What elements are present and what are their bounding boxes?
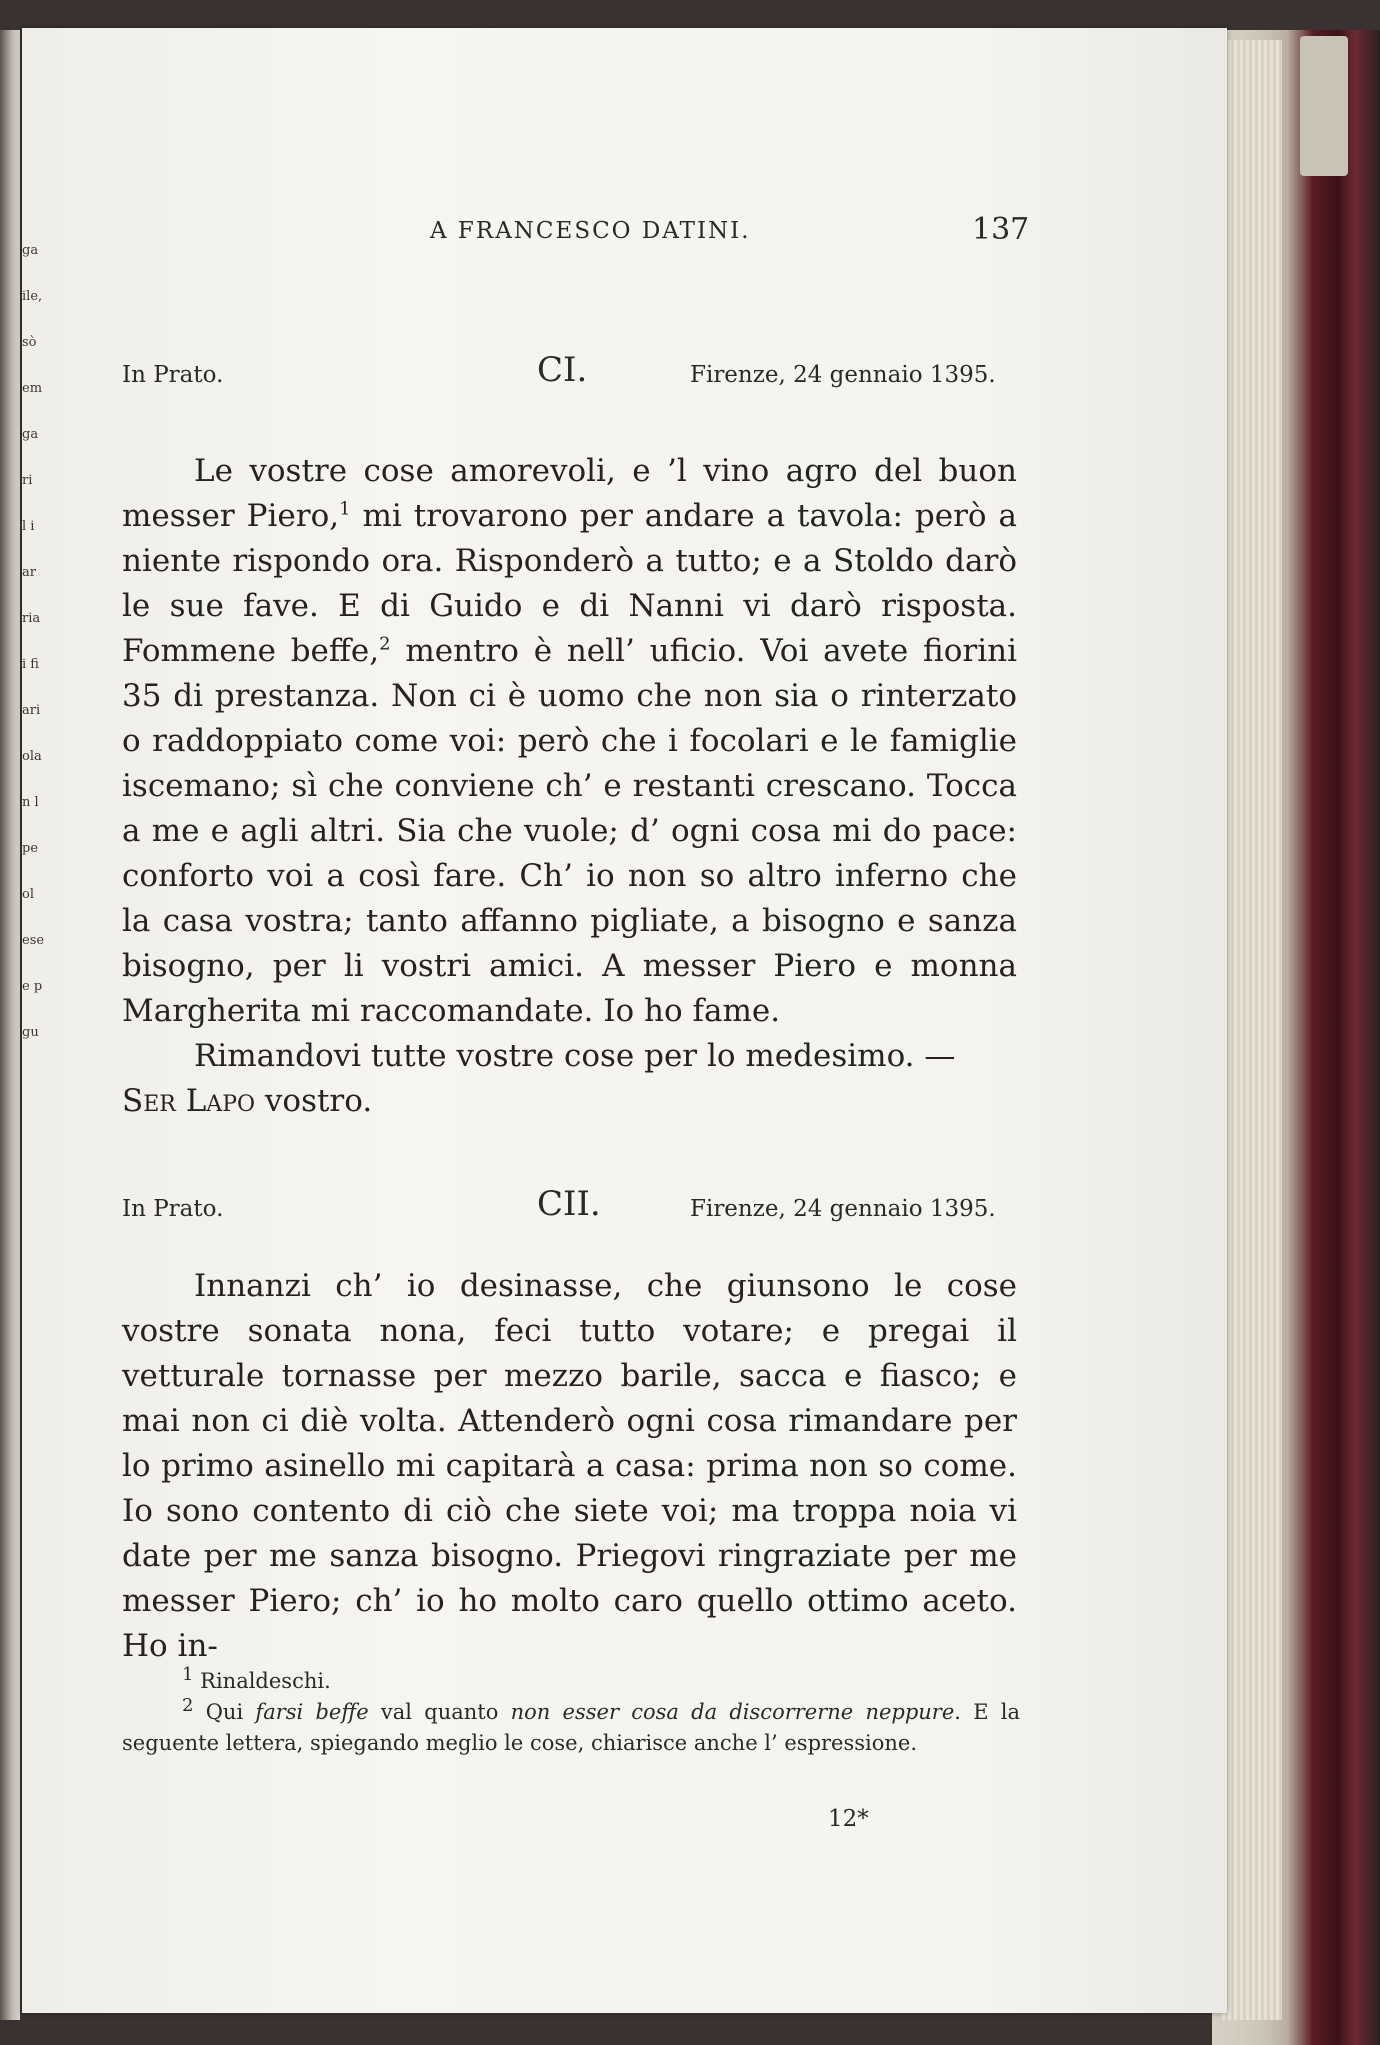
signature-mark: 12* bbox=[828, 1806, 869, 1832]
page-number: 137 bbox=[972, 212, 1030, 247]
letter-body bbox=[122, 1264, 1017, 1669]
footnote: $^1$ Rinaldeschi. bbox=[182, 1664, 331, 1693]
book-page bbox=[22, 28, 1227, 2013]
letter-place: In Prato. bbox=[122, 362, 224, 388]
letter-number: CII. bbox=[537, 1184, 601, 1224]
letter-place: In Prato. bbox=[122, 1196, 224, 1222]
paragraph: Innanzi ch’ io desinasse, che giunsono le cose vostre sonata nona, feci tutto votare; e pregai il vetturale tornasse per mezzo barile, sacca e fiasco; e mai non ci diè volta. Attenderò ogni cosa rimandare per lo primo asinello mi capitarà a casa: prima non so come. Io sono contento di ciò che siete voi; ma troppa noia vi date per me sanza bisogno. Priegovi ringraziate per me messer Piero; ch’ io ho molto caro quello ottimo aceto. Ho in- bbox=[122, 1268, 1017, 1664]
letter-heading bbox=[22, 350, 1227, 398]
paragraph: Le vostre cose amorevoli, e ’l vino agro del buon messer Piero,$^1$ mi trovarono per andare a tavola: però a niente rispondo ora. Risponderò a tutto; e a Stoldo darò le sue fave. E di Guido e di Nanni vi darò risposta. Fommene beffe,$^2$ mentro è nell’ uficio. Voi avete fiorini 35 di prestanza. Non ci è uomo che non sia o rinterzato o raddoppiato come voi: però che i focolari e le famiglie iscemano; sì che conviene ch’ e restanti crescano. Tocca a me e agli altri. Sia che vuole; d’ ogni cosa mi do pace: conforto voi a così fare. Ch’ io non so altro inferno che la casa vostra; tanto affanno pigliate, a bisogno e sanza bisogno, per li vostri amici. A messer Piero e monna Margherita mi raccomandate. Io ho fame. bbox=[122, 453, 1018, 1029]
footnote: $^2$ Qui farsi beffe val quanto non esser cosa da discorrerne neppure. E la seguente lettera, spiegando meglio le cose, chiarisce anche l’ espressione. bbox=[122, 1695, 1020, 1755]
left-page-edge bbox=[0, 30, 20, 2020]
footnote-ref: 2 bbox=[379, 633, 391, 655]
cloth-cover-corner bbox=[1300, 36, 1348, 176]
running-head bbox=[22, 212, 1227, 258]
letter-heading bbox=[22, 1184, 1227, 1232]
letter-number: CI. bbox=[537, 350, 588, 390]
page-stack-edge bbox=[1222, 40, 1282, 2020]
facing-page-fragments: ga ile, sò em ga ri l i ar ria i fi ari ola n l pe ol ese e p gu bbox=[22, 243, 45, 1040]
letter-body bbox=[122, 449, 1017, 1124]
letter-date: Firenze, 24 gennaio 1395. bbox=[690, 1196, 996, 1222]
signature: Ser Lapo vostro. bbox=[122, 1083, 373, 1119]
footnote-ref: 1 bbox=[339, 498, 351, 520]
running-title: A FRANCESCO DATINI. bbox=[430, 218, 751, 244]
footnotes bbox=[122, 1666, 1020, 1759]
paragraph: Rimandovi tutte vostre cose per lo medesimo. — bbox=[194, 1038, 956, 1074]
letter-date: Firenze, 24 gennaio 1395. bbox=[690, 362, 996, 388]
